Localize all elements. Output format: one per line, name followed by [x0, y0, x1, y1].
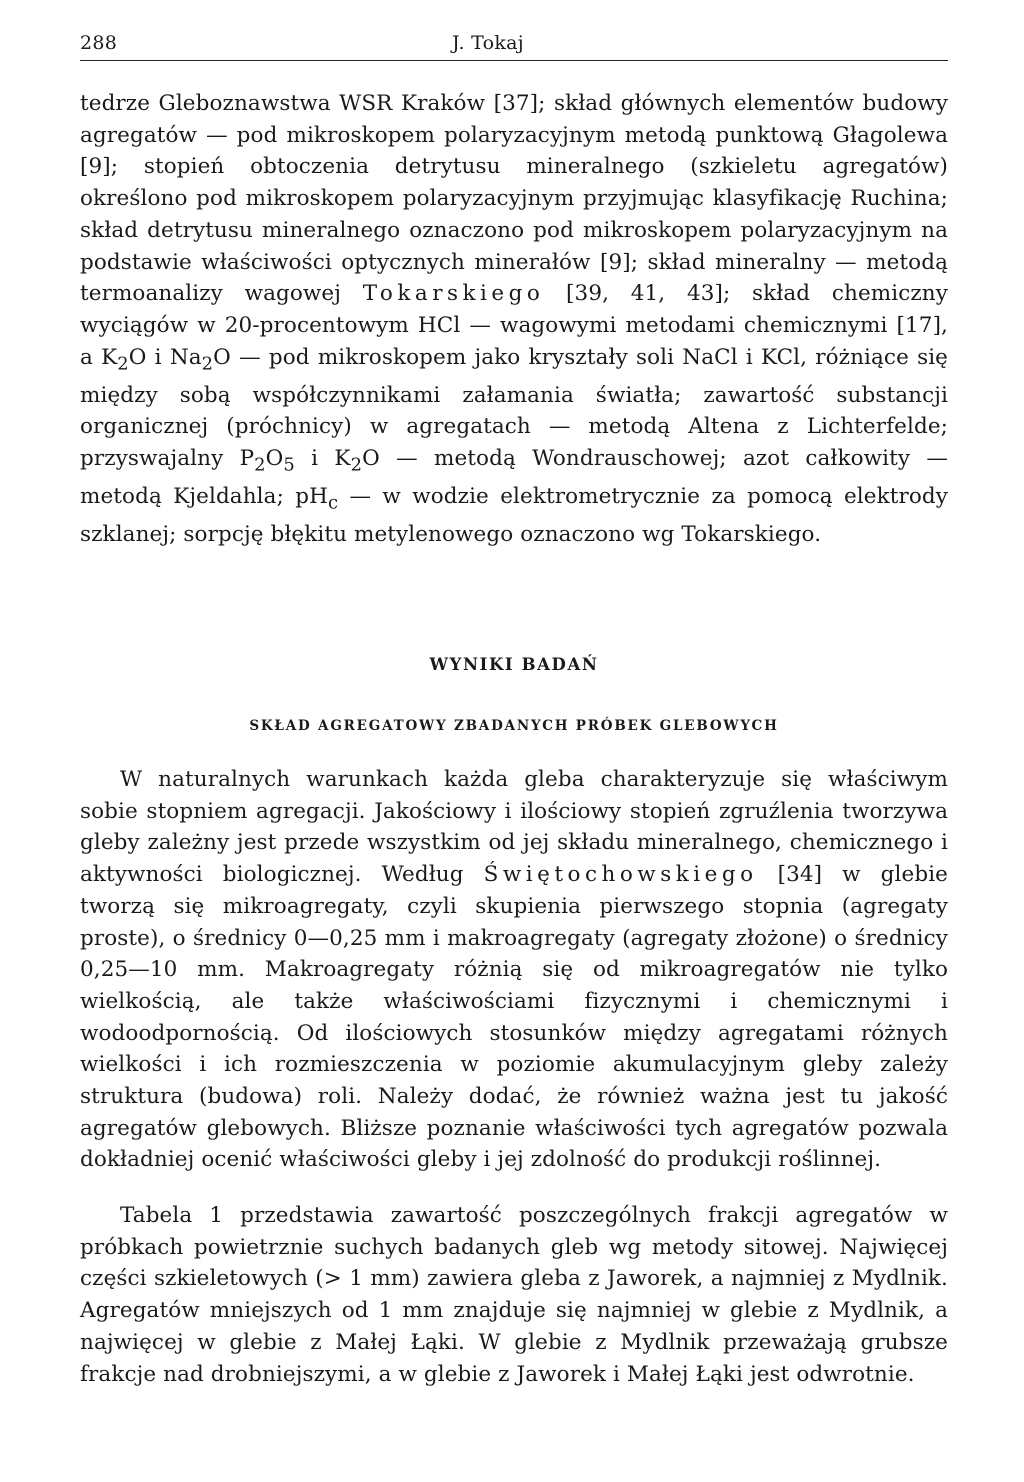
document-page — [80, 30, 949, 1387]
running-title: J. Tokaj — [452, 32, 524, 54]
page-number: 288 — [80, 32, 118, 54]
section-title: WYNIKI BADAŃ — [429, 655, 599, 674]
methods-paragraph — [80, 88, 948, 551]
author-name-spaced: Tokarskiego — [362, 281, 545, 307]
subscript: 5 — [283, 454, 295, 476]
text-run: O — metodą Wondrauschowej; azot całkowity — metodą Kjeldahla; pH — [80, 446, 949, 510]
text-run: [34] w glebie tworzą się mikroagregaty, czyli skupienia pierwszego stopnia (agregaty proste), o średnicy 0—0,25 mm i makroagregaty (agregaty złożone) o średnicy 0,25—10 mm. Makroagregaty różnią się od mikroagregatów nie tylko wielkością, ale także właściwościami fizycznymi i chemicznymi i wodoodpornością. Od ilościowych stosunków między agregatami różnych wielkości i ich rozmieszczenia w poziomie akumulacyjnym gleby zależy struktura (budowa) roli. Należy dodać, że również ważna jest tu jakość agregatów glebowych. Bliższe poznanie właściwości tych agregatów pozwala dokładniej ocenić właściwości gleby i jej zdolność do produkcji roślinnej. — [80, 862, 948, 1173]
subsection-title: SKŁAD AGREGATOWY ZBADANYCH PRÓBEK GLEBOWYCH — [249, 718, 779, 734]
text-run: O i Na — [128, 344, 202, 370]
subscript: c — [327, 492, 339, 514]
text-run: [39, 41, 43]; skład chemiczny wyciągów w 20-procentowym HCl — wagowymi metodami chemicznymi [17], a K — [80, 281, 948, 370]
subscript: 2 — [201, 352, 214, 374]
text-run: W naturalnych warunkach każda gleba charakteryzuje się właściwym sobie stopniem agregacji. Jakościowy i ilościowy stopień zgruźlenia tworzywa gleby zależny jest przede wszystkim od jej składu mineralnego, chemicznego i aktywności biologicznej. Według — [80, 767, 948, 888]
text-run: — w wodzie elektrometrycznie za pomocą elektrody szklanej; sorpcję błękitu metylenowego oznaczono wg Tokarskiego. — [80, 484, 948, 548]
text-run: tedrze Gleboznawstwa WSR Kraków [37]; skład głównych elementów budowy agregatów — pod mikroskopem polaryzacyjnym metodą punktową Głagolewa [9]; stopień obtoczenia detrytusu mineralnego (szkieletu agregatów) określono pod mikroskopem polaryzacyjnym przyjmując klasyfikację Ruchina; skład detrytusu mineralnego oznaczono pod mikroskopem polaryzacyjnym na podstawie właściwości optycznych minerałów [9]; skład mineralny — metodą termoanalizy wagowej — [80, 91, 948, 307]
subscript: 2 — [254, 454, 266, 476]
text-run: O — [265, 446, 284, 472]
subscript: 2 — [117, 352, 129, 374]
text-run: i K — [294, 446, 351, 472]
results-paragraph-1 — [80, 764, 948, 1176]
running-head — [80, 30, 948, 58]
results-paragraph-2: Tabela 1 przedstawia zawartość poszczególnych frakcji agregatów w próbkach powietrznie suchych badanych gleb wg metody sitowej. Najwięcej części szkieletowych (> 1 mm) zawiera gleba z Jaworek, a najmniej z Mydlnik. Agregatów mniejszych od 1 mm znajduje się najmniej w glebie z Mydlnik, a najwięcej w glebie z Małej Łąki. W glebie z Mydlnik przeważają grubsze frakcje nad drobniejszymi, a w glebie z Jaworek i Małej Łąki jest odwrotnie. — [80, 1203, 948, 1387]
text-run: O — pod mikroskopem jako kryształy soli NaCl i KCl, różniące się między sobą współczynnikami załamania światła; zawartość substancji organicznej (próchnicy) w agregatach — metodą Altena z Lichterfelde; przyswajalny P — [80, 344, 949, 472]
author-name-spaced: Świętochowskiego — [483, 862, 758, 888]
header-rule — [80, 60, 948, 61]
subscript: 2 — [350, 454, 363, 476]
